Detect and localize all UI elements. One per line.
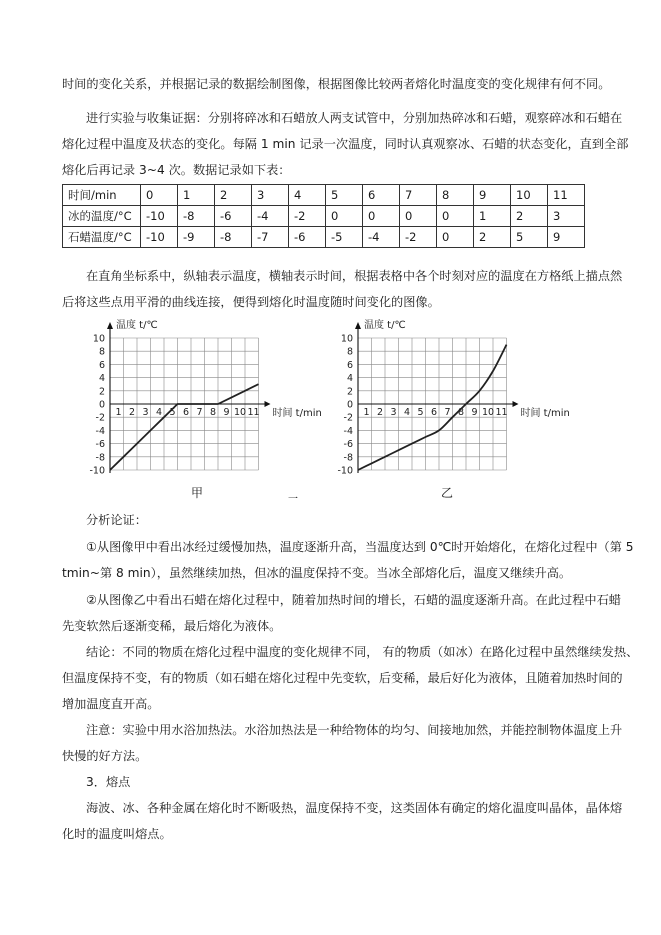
x-tick-label: 1 [115, 407, 122, 418]
text-line: tmin~第 8 min），虽然继续加热，但冰的温度保持不变。当冰全部熔化后，温度又继续升高。 [62, 566, 572, 580]
table-cell: -2 [289, 206, 326, 227]
y-tick-label: 8 [346, 346, 353, 358]
table-cell: 8 [437, 185, 474, 206]
table-row-label: 冰的温度/°C [63, 206, 141, 227]
table-cell: 9 [548, 227, 585, 248]
x-axis-arrow [513, 401, 519, 407]
text-line: 增加温度直开高。 [62, 697, 160, 711]
text-line: 时间的变化关系，并根据记录的数据绘制图像，根据图像比较两者熔化时温度变的变化规律有何不同。 [62, 77, 611, 91]
table-cell: 9 [474, 185, 511, 206]
y-tick-label: 4 [346, 373, 353, 385]
table-cell: 2 [215, 185, 252, 206]
chart-caption-ice: 甲 [191, 486, 204, 500]
x-tick-label: 9 [223, 407, 230, 418]
text-line: 化时的温度叫熔点。 [62, 827, 172, 841]
table-cell: -2 [400, 227, 437, 248]
table-cell: 6 [363, 185, 400, 206]
y-axis-label: 温度 t/℃ [116, 320, 158, 331]
text-line: ①从图像甲中看出冰经过缓慢加热，温度逐渐升高，当温度达到 0℃时开始熔化，在熔化过程中（第 5 [86, 540, 634, 554]
y-axis-arrow [355, 322, 361, 329]
table-cell: -7 [252, 227, 289, 248]
x-tick-label: 11 [495, 407, 508, 418]
x-axis-label: 时间 t/min [272, 408, 322, 419]
y-tick-label: 2 [98, 386, 105, 398]
y-axis-arrow [107, 322, 113, 329]
table-cell: 0 [326, 206, 363, 227]
x-tick-label: 6 [182, 407, 190, 418]
y-tick-label: 0 [346, 399, 353, 411]
table-cell: 0 [400, 206, 437, 227]
y-tick-label: 6 [346, 359, 353, 371]
x-tick-label: 7 [444, 407, 451, 418]
chart-paraffin [328, 316, 578, 500]
data-table [62, 184, 585, 248]
table-row-label: 石蜡温度/°C [63, 227, 141, 248]
table-cell: 7 [400, 185, 437, 206]
text-line: 熔化后再记录 3~4 次。数据记录如下表： [62, 163, 291, 177]
table-header-cell: 时间/min [63, 185, 141, 206]
table-cell: -6 [215, 206, 252, 227]
y-tick-label: 2 [346, 386, 353, 398]
table-cell: -10 [141, 227, 178, 248]
y-tick-label: 10 [340, 333, 353, 345]
table-cell: -8 [215, 227, 252, 248]
y-tick-label: -6 [95, 439, 105, 451]
x-tick-label: 9 [471, 407, 478, 418]
chart-caption-paraffin: 乙 [441, 486, 454, 500]
text-line: 进行实验与收集证据：分别将碎冰和石蜡放人两支试管中，分别加热碎冰和石蜡，观察碎冰和石蜡在 [86, 111, 623, 125]
table-cell: 3 [252, 185, 289, 206]
table-cell: 2 [511, 206, 548, 227]
x-tick-label: 10 [233, 407, 247, 418]
text-line: 但温度保持不变，有的物质（如石蜡在熔化过程中先变软，后变稀，最后好化为液体，且随着加热时间的 [62, 671, 623, 685]
x-tick-label: 3 [142, 407, 149, 418]
y-tick-label: 10 [92, 333, 105, 345]
x-tick-label: 10 [481, 407, 495, 418]
x-tick-label: 8 [209, 407, 217, 418]
y-axis-label: 温度 t/℃ [364, 320, 406, 331]
chart-ice [80, 316, 330, 500]
table-cell: -9 [178, 227, 215, 248]
text-line: 分析论证： [86, 513, 147, 527]
table-cell: 0 [437, 206, 474, 227]
table-row [63, 227, 585, 248]
table-cell: 0 [437, 227, 474, 248]
text-line: 注意：实验中用水浴加热法。水浴加热法是一种给物体的均匀、间接地加然，并能控制物体温度上升 [86, 723, 623, 737]
text-line: 先变软然后逐渐变稀，最后熔化为液体。 [62, 619, 282, 633]
table-cell: 11 [548, 185, 585, 206]
x-tick-label: 1 [363, 407, 370, 418]
y-tick-label: -6 [343, 439, 353, 451]
x-tick-label: 4 [403, 407, 411, 418]
table-row [63, 206, 585, 227]
y-tick-label: -8 [95, 452, 105, 464]
table-cell: 1 [474, 206, 511, 227]
table-cell: -8 [178, 206, 215, 227]
decorative-dash: 一 [288, 494, 298, 505]
text-line: 海波、冰、各种金属在熔化时不断吸热，温度保持不变，这类固体有确定的熔化温度叫晶体，晶体熔 [86, 801, 623, 815]
section-heading: 3．熔点 [86, 775, 131, 789]
table-cell: 10 [511, 185, 548, 206]
y-tick-label: 6 [98, 359, 105, 371]
text-line: 在直角坐标系中，纵轴表示温度，横轴表示时间，根据表格中各个时刻对应的温度在方格纸上描点然 [86, 269, 623, 283]
text-line: 后将这些点用平滑的曲线连接，便得到熔化时温度随时间变化的图像。 [62, 295, 440, 309]
y-tick-label: 8 [98, 346, 105, 358]
y-tick-label: -4 [343, 425, 353, 437]
y-tick-label: -8 [343, 452, 353, 464]
x-tick-label: 2 [128, 407, 136, 418]
x-axis-label: 时间 t/min [520, 408, 570, 419]
table-cell: 0 [141, 185, 178, 206]
table-cell: -6 [289, 227, 326, 248]
y-tick-label: -2 [343, 412, 353, 424]
table-cell: 5 [326, 185, 363, 206]
y-tick-label: -4 [95, 425, 105, 437]
x-tick-label: 8 [457, 407, 465, 418]
table-cell: -5 [326, 227, 363, 248]
x-tick-label: 7 [196, 407, 203, 418]
table-cell: 1 [178, 185, 215, 206]
text-line: 结论：不同的物质在熔化过程中温度的变化规律不同， 有的物质（如冰）在路化过程中虽然继续发热、 [86, 645, 639, 659]
table-cell: 2 [474, 227, 511, 248]
table-cell: -10 [141, 206, 178, 227]
table-row [63, 185, 585, 206]
table-cell: -4 [363, 227, 400, 248]
text-line: 快慢的好方法。 [62, 749, 148, 763]
y-tick-label: 4 [98, 373, 105, 385]
y-tick-label: -10 [89, 465, 105, 477]
y-tick-label: -2 [95, 412, 105, 424]
text-line: ②从图像乙中看出石蜡在熔化过程中，随着加热时间的增长，石蜡的温度逐渐升高。在此过程中石蜡 [86, 593, 621, 607]
x-tick-label: 11 [247, 407, 260, 418]
y-tick-label: -10 [337, 465, 353, 477]
table-cell: 3 [548, 206, 585, 227]
x-tick-label: 3 [390, 407, 397, 418]
x-tick-label: 4 [155, 407, 163, 418]
table-cell: 0 [363, 206, 400, 227]
x-tick-label: 5 [169, 407, 176, 418]
text-line: 熔化过程中温度及状态的变化。每隔 1 min 记录一次温度，同时认真观察冰、石蜡的状态变化，直到全部 [62, 137, 629, 151]
x-tick-label: 5 [417, 407, 424, 418]
x-axis-arrow [265, 401, 271, 407]
x-tick-label: 6 [430, 407, 438, 418]
x-tick-label: 2 [376, 407, 384, 418]
series-line [110, 384, 259, 470]
table-cell: 5 [511, 227, 548, 248]
table-cell: 4 [289, 185, 326, 206]
y-tick-label: 0 [98, 399, 105, 411]
table-cell: -4 [252, 206, 289, 227]
